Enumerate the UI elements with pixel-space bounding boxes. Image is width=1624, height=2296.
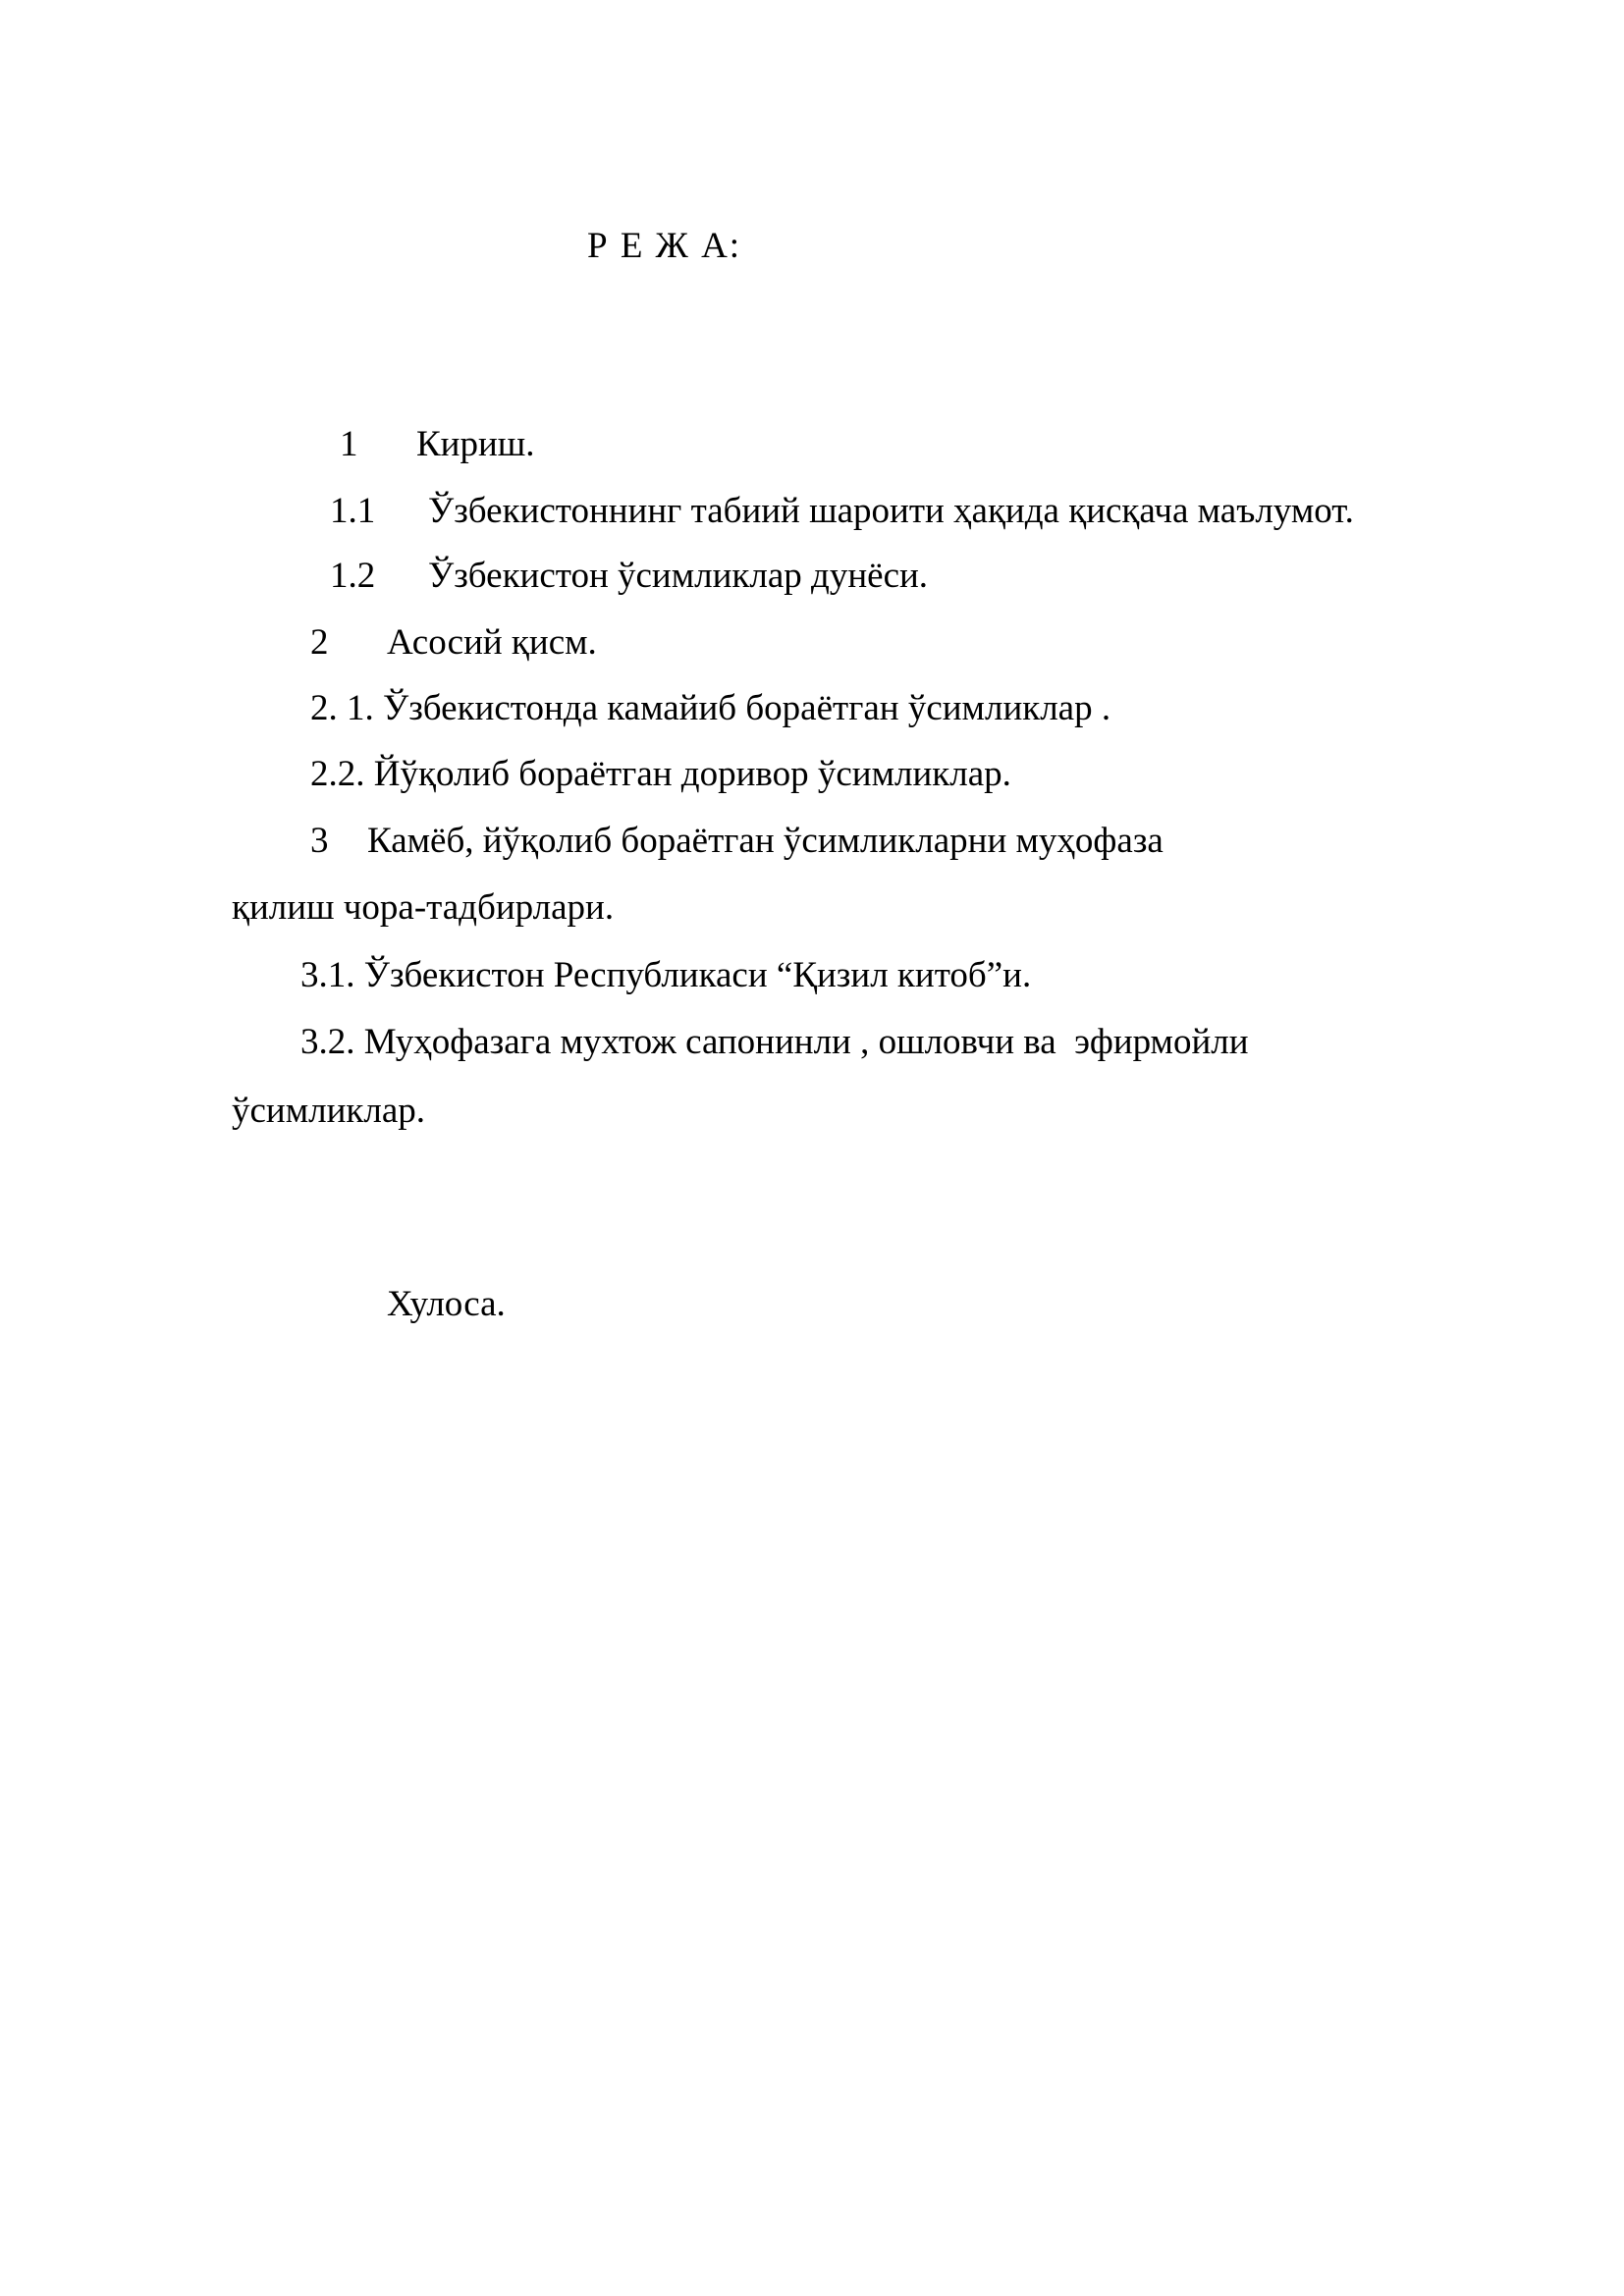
plan-item-text: Асосий қисм. <box>387 622 597 663</box>
plan-item-3-2-continuation: ўсимликлар. <box>232 1091 426 1131</box>
plan-item-2 <box>310 624 597 661</box>
plan-item-3-2: 3.2. Муҳофазага мухтож сапонинли , ошловчи ва эфирмойли <box>300 1022 1249 1062</box>
plan-item-1 <box>340 426 535 462</box>
plan-item-text: Кириш. <box>416 424 535 464</box>
plan-item-number: 2 <box>310 622 329 663</box>
plan-item-text: Ўзбекистон ўсимликлар дунёси. <box>428 556 929 596</box>
plan-title: Р Е Ж А: <box>587 226 742 266</box>
plan-item-number: 3 <box>310 821 329 861</box>
plan-item-3-1: 3.1. Ўзбекистон Республикаси “Қизил китоб”и. <box>300 955 1032 995</box>
plan-item-3-continuation: қилиш чора-тадбирлари. <box>232 887 615 928</box>
plan-item-2-2: 2.2. Йўқолиб бораётган доривор ўсимликлар. <box>310 754 1011 794</box>
plan-item-text: Камёб, йўқолиб бораётган ўсимликларни муҳофаза <box>367 821 1164 861</box>
plan-item-3 <box>310 823 1164 859</box>
conclusion-heading: Хулоса. <box>387 1284 506 1324</box>
plan-item-2-1: 2. 1. Ўзбекистонда камайиб бораётган ўсимликлар . <box>310 688 1111 728</box>
plan-item-1-2 <box>330 558 928 594</box>
plan-item-1-1 <box>330 493 1354 529</box>
plan-item-number: 1.1 <box>330 491 376 531</box>
plan-item-number: 1.2 <box>330 556 376 596</box>
plan-item-text: Ўзбекистоннинг табиий шароити ҳақида қисқача маълумот. <box>428 491 1354 531</box>
plan-item-number: 1 <box>340 424 358 464</box>
